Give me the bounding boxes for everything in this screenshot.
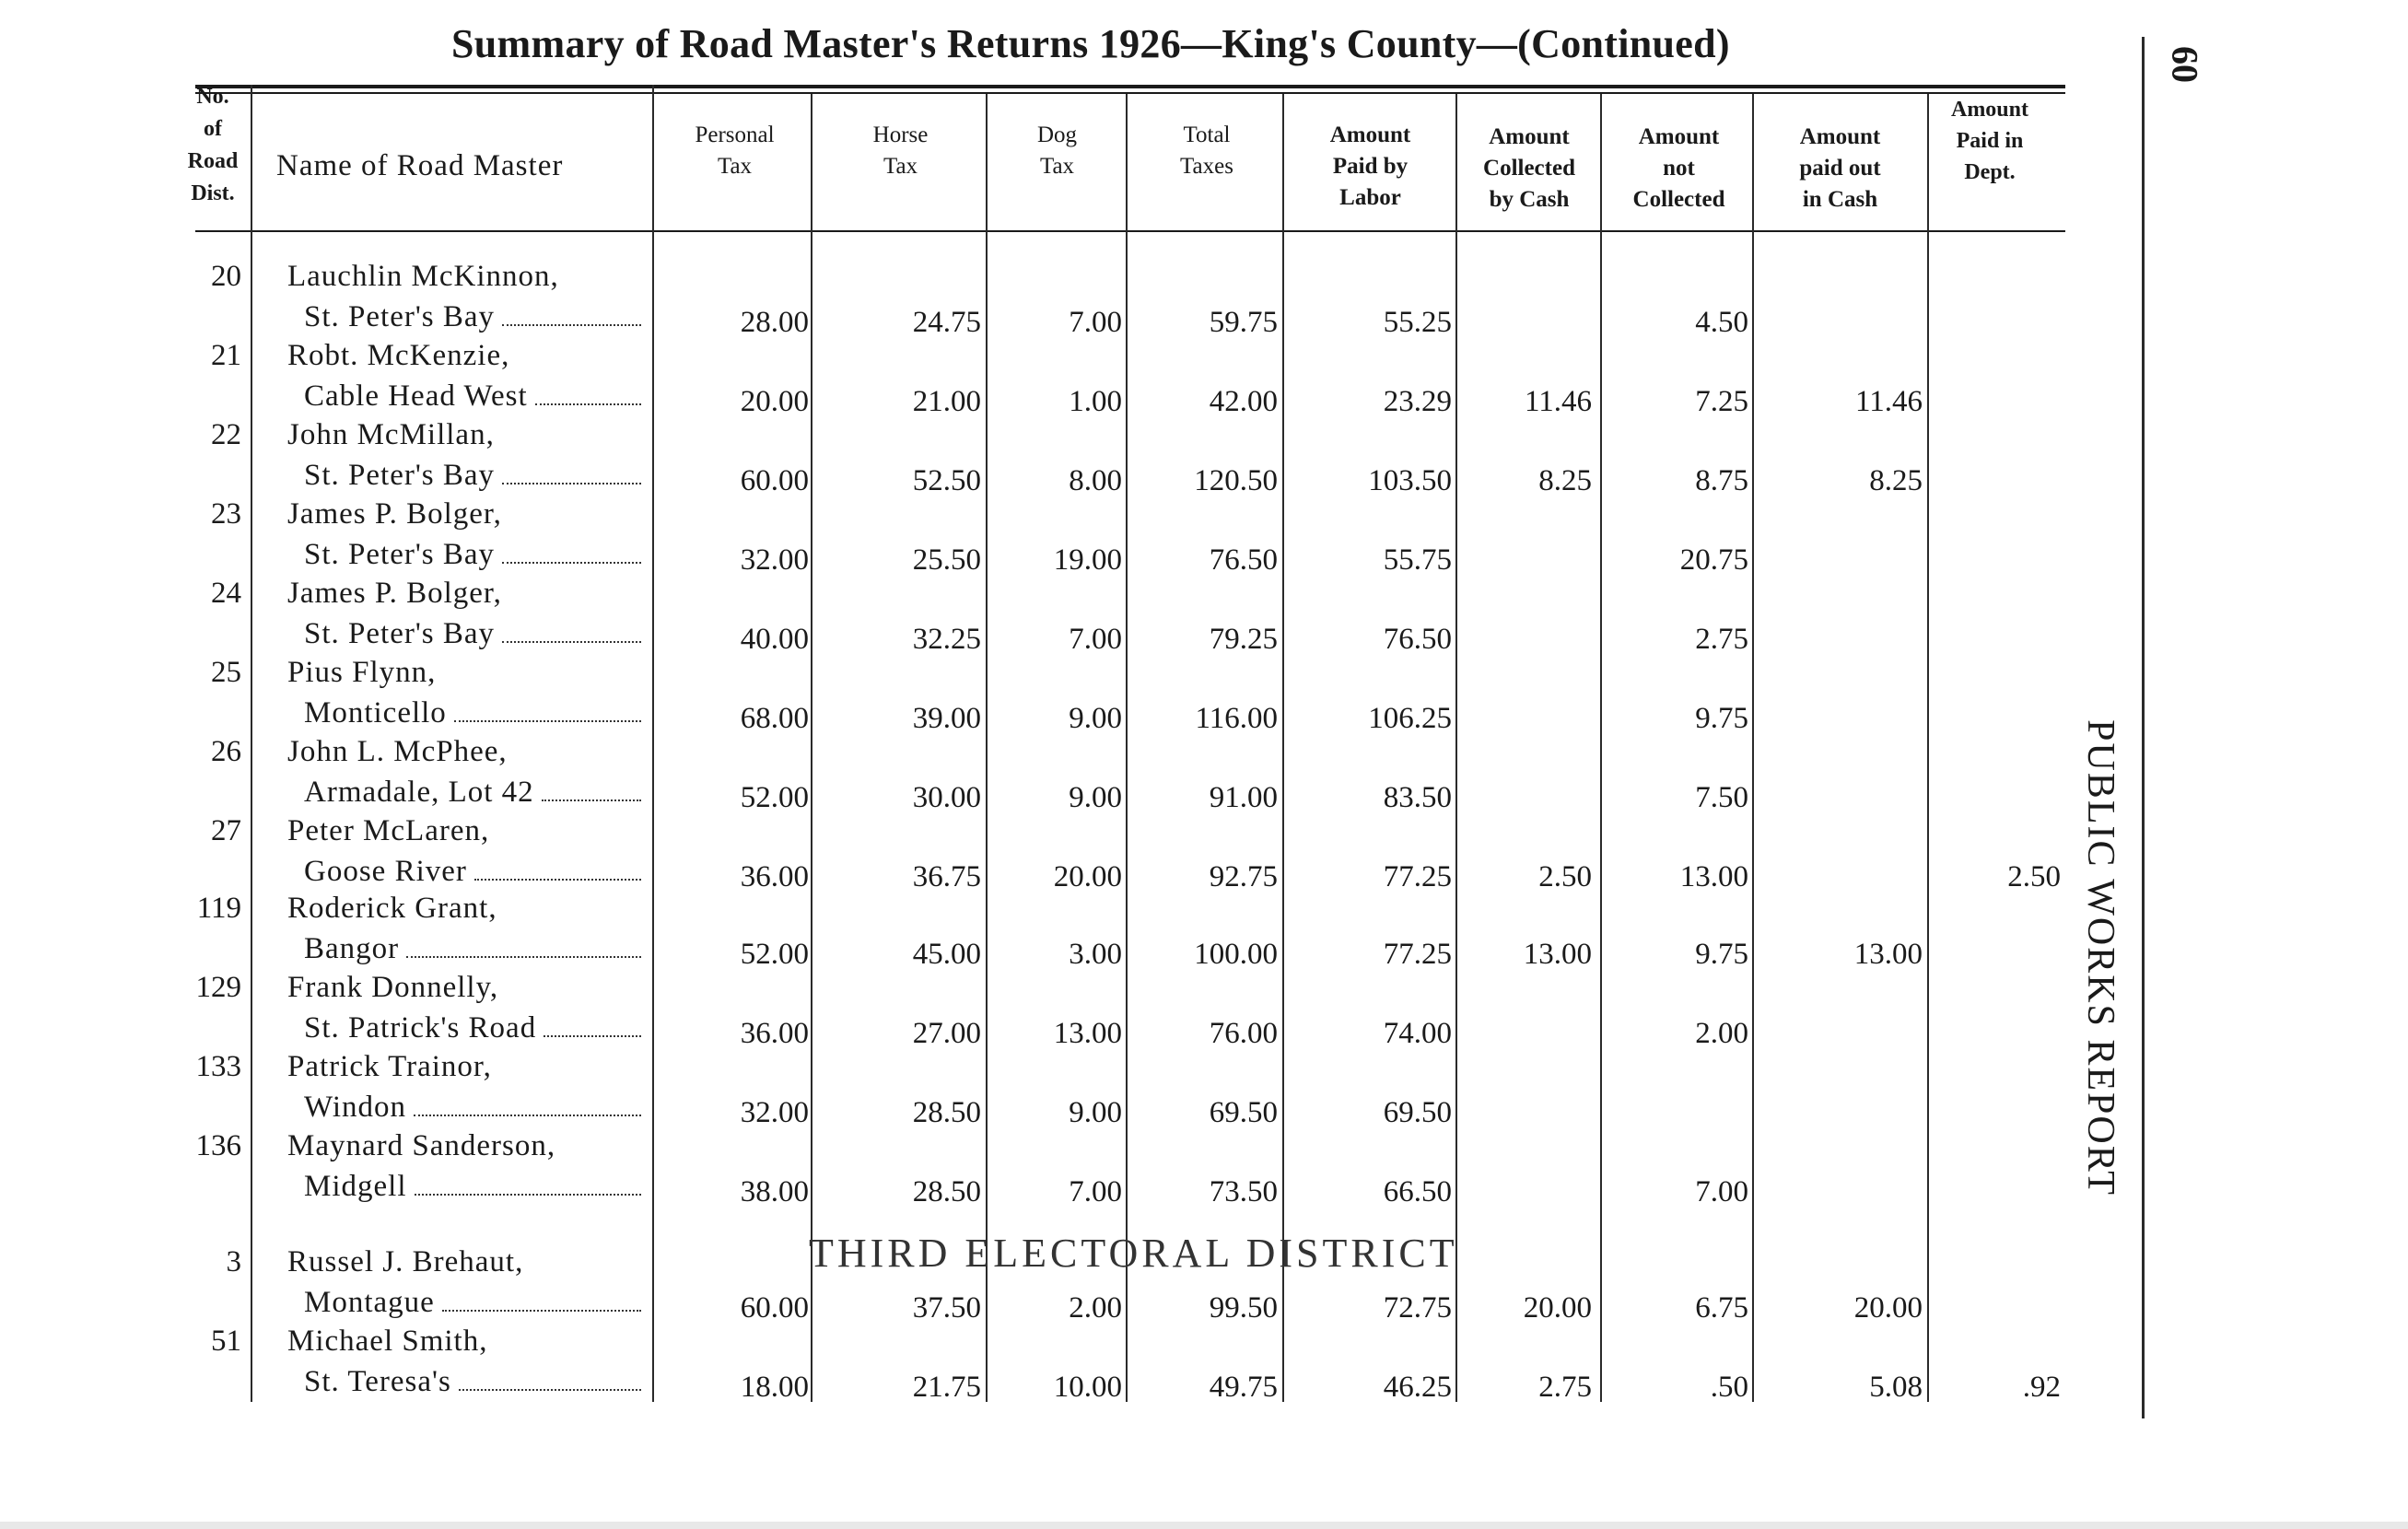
amount-labor: 83.50 [1383,781,1452,814]
header-top-rule [195,85,2065,88]
road-master-place-line [304,1286,647,1320]
amount-personal: 28.00 [740,306,809,339]
road-district-number: 133 [195,1050,241,1083]
amount-total: 69.50 [1209,1096,1278,1129]
road-master-place-line [304,1170,647,1204]
header-bottom-rule [195,230,2065,232]
road-master-place: Goose River [304,855,467,888]
road-master-place-line [304,617,647,651]
amount-notcoll: 9.75 [1695,938,1748,971]
column-rule [1600,94,1602,1402]
amount-personal: 52.00 [740,781,809,814]
road-district-number: 26 [211,735,241,768]
amount-dog: 8.00 [1069,464,1122,497]
amount-notcoll: 8.75 [1695,464,1748,497]
amount-dog: 10.00 [1053,1371,1122,1404]
amount-total: 120.50 [1194,464,1278,497]
amount-dog: 1.00 [1069,385,1122,418]
road-master-name: James P. Bolger, [287,577,502,610]
leader-dots [414,1091,641,1116]
amount-dog: 7.00 [1069,623,1122,656]
road-master-place-line [304,538,647,572]
amount-personal: 52.00 [740,938,809,971]
amount-total: 92.75 [1209,860,1278,893]
road-district-number: 21 [211,339,241,372]
leader-dots [542,776,641,801]
road-master-place-line [304,1365,647,1399]
road-master-place: St. Peter's Bay [304,459,496,492]
road-master-place: St. Teresa's [304,1365,451,1398]
leader-dots [442,1286,641,1312]
road-master-place-line [304,379,647,414]
amount-personal: 38.00 [740,1175,809,1208]
col-header-labor: Amount Paid by Labor [1329,123,1411,210]
road-master-name: Russel J. Brehaut, [287,1245,524,1278]
road-district-number: 119 [196,892,241,925]
amount-personal: 68.00 [740,702,809,735]
amount-horse: 28.50 [912,1096,981,1129]
road-master-name: Robt. McKenzie, [287,339,510,372]
road-master-place: Monticello [304,696,447,729]
col-header-name: Name of Road Master [276,149,564,182]
road-master-place: Montague [304,1286,435,1319]
column-rule [1455,94,1457,1402]
amount-labor: 76.50 [1383,623,1452,656]
leader-dots [474,855,641,881]
amount-labor: 77.25 [1383,860,1452,893]
amount-personal: 60.00 [740,1291,809,1325]
amount-total: 49.75 [1209,1371,1278,1404]
amount-horse: 45.00 [912,938,981,971]
amount-dog: 9.00 [1069,1096,1122,1129]
amount-dog: 7.00 [1069,1175,1122,1208]
road-district-number: 51 [211,1325,241,1358]
col-header-cash: Amount Collected by Cash [1483,124,1575,212]
amount-horse: 27.00 [912,1017,981,1050]
road-master-place: Bangor [304,932,400,965]
amount-labor: 46.25 [1383,1371,1452,1404]
amount-labor: 74.00 [1383,1017,1452,1050]
page-number: 60 [2164,46,2206,83]
road-master-place: St. Patrick's Road [304,1011,537,1045]
amount-horse: 36.75 [912,860,981,893]
amount-cash: 11.46 [1524,385,1592,418]
amount-labor: 103.50 [1368,464,1452,497]
amount-personal: 18.00 [740,1371,809,1404]
col-header-horse: Horse Tax [872,123,929,179]
amount-cash: 2.75 [1538,1371,1592,1404]
col-header-paidout: Amount paid out in Cash [1799,124,1881,212]
amount-paidout: 13.00 [1853,938,1923,971]
amount-labor: 77.25 [1383,938,1452,971]
road-district-number: 25 [211,656,241,689]
section-heading: THIRD ELECTORAL DISTRICT [809,1231,1458,1276]
column-rule [251,85,252,1402]
amount-dog: 19.00 [1053,543,1122,577]
col-header-notcoll: Amount not Collected [1632,124,1725,212]
amount-paidout: 5.08 [1869,1371,1923,1404]
amount-total: 116.00 [1195,702,1278,735]
leader-dots [544,1011,641,1037]
road-master-place-line [304,932,647,966]
amount-notcoll: 13.00 [1679,860,1748,893]
road-district-number: 136 [195,1129,241,1162]
amount-dog: 9.00 [1069,781,1122,814]
amount-horse: 39.00 [912,702,981,735]
road-district-number: 22 [211,418,241,451]
col-header-total: Total Taxes [1180,123,1233,179]
amount-notcoll: 7.00 [1695,1175,1748,1208]
col-header-personal: Personal Tax [695,123,775,179]
amount-labor: 106.25 [1368,702,1452,735]
road-master-name: John L. McPhee, [287,735,508,768]
amount-total: 76.50 [1209,543,1278,577]
road-master-place: St. Peter's Bay [304,300,496,333]
amount-dog: 9.00 [1069,702,1122,735]
amount-dept: 2.50 [2007,860,2061,893]
amount-horse: 21.75 [912,1371,981,1404]
amount-horse: 30.00 [912,781,981,814]
amount-labor: 23.29 [1383,385,1452,418]
col-header-dog: Dog Tax [1036,123,1078,179]
amount-personal: 36.00 [740,860,809,893]
road-master-place-line [304,1011,647,1045]
amount-paidout: 8.25 [1869,464,1923,497]
column-rule [1126,94,1128,1402]
amount-horse: 37.50 [912,1291,981,1325]
road-district-number: 24 [211,577,241,610]
road-master-place-line [304,696,647,730]
column-rule [1752,94,1754,1402]
leader-dots [502,300,641,326]
amount-total: 99.50 [1209,1291,1278,1325]
amount-personal: 20.00 [740,385,809,418]
amount-notcoll: 20.75 [1679,543,1748,577]
road-master-place: Cable Head West [304,379,528,413]
road-master-place: Windon [304,1091,406,1124]
amount-cash: 13.00 [1523,938,1592,971]
road-district-number: 20 [211,260,241,293]
amount-notcoll: 7.25 [1695,385,1748,418]
road-master-place: Midgell [304,1170,407,1203]
amount-labor: 55.75 [1383,543,1452,577]
road-master-place: St. Peter's Bay [304,617,496,650]
amount-personal: 32.00 [740,1096,809,1129]
road-master-name: Peter McLaren, [287,814,490,847]
amount-notcoll: 2.00 [1695,1017,1748,1050]
leader-dots [535,379,641,405]
scan-edge [0,1522,2408,1529]
leader-dots [459,1365,641,1391]
column-rule [811,94,812,1402]
header-top-rule-thin [195,92,2065,94]
amount-dog: 20.00 [1053,860,1122,893]
road-master-place-line [304,855,647,889]
amount-labor: 72.75 [1383,1291,1452,1325]
amount-labor: 66.50 [1383,1175,1452,1208]
amount-horse: 25.50 [912,543,981,577]
amount-personal: 32.00 [740,543,809,577]
amount-personal: 40.00 [740,623,809,656]
road-district-number: 129 [195,971,241,1004]
road-master-place-line [304,300,647,334]
road-master-place-line [304,459,647,493]
column-rule [652,85,654,1402]
road-master-name: John McMillan, [287,418,495,451]
amount-dog: 13.00 [1053,1017,1122,1050]
road-master-name: Pius Flynn, [287,656,437,689]
amount-cash: 20.00 [1523,1291,1592,1325]
col-header-dept: Amount Paid in Dept. [1950,98,2028,184]
amount-horse: 52.50 [912,464,981,497]
road-district-number: 3 [226,1245,241,1278]
amount-notcoll: 7.50 [1695,781,1748,814]
amount-notcoll: .50 [1710,1371,1748,1404]
column-rule [1282,94,1284,1402]
amount-horse: 32.25 [912,623,981,656]
amount-total: 91.00 [1209,781,1278,814]
amount-personal: 60.00 [740,464,809,497]
column-rule [1927,94,1929,1402]
road-master-place-line [304,1091,647,1125]
amount-notcoll: 6.75 [1695,1291,1748,1325]
amount-dog: 7.00 [1069,306,1122,339]
road-master-name: Michael Smith, [287,1325,488,1358]
amount-horse: 24.75 [912,306,981,339]
leader-dots [502,617,641,643]
road-master-name: Patrick Trainor, [287,1050,492,1083]
amount-total: 73.50 [1209,1175,1278,1208]
column-rule [986,94,988,1402]
road-master-place: St. Peter's Bay [304,538,496,571]
amount-labor: 69.50 [1383,1096,1452,1129]
amount-notcoll: 4.50 [1695,306,1748,339]
col-header-dist: No. of Road Dist. [187,85,239,205]
amount-total: 59.75 [1209,306,1278,339]
amount-total: 79.25 [1209,623,1278,656]
amount-horse: 21.00 [912,385,981,418]
road-district-number: 27 [211,814,241,847]
side-title: PUBLIC WORKS REPORT [2079,719,2122,1196]
road-master-name: Lauchlin McKinnon, [287,260,559,293]
road-master-name: Maynard Sanderson, [287,1129,556,1162]
leader-dots [415,1170,642,1196]
road-master-name: James P. Bolger, [287,497,502,531]
amount-cash: 2.50 [1538,860,1592,893]
amount-paidout: 20.00 [1853,1291,1923,1325]
amount-total: 76.00 [1209,1017,1278,1050]
leader-dots [454,696,641,722]
amount-total: 42.00 [1209,385,1278,418]
leader-dots [406,932,641,958]
amount-total: 100.00 [1194,938,1278,971]
amount-notcoll: 9.75 [1695,702,1748,735]
amount-dog: 3.00 [1069,938,1122,971]
road-master-place: Armadale, Lot 42 [304,776,534,809]
amount-labor: 55.25 [1383,306,1452,339]
amount-horse: 28.50 [912,1175,981,1208]
leader-dots [502,538,641,564]
amount-paidout: 11.46 [1854,385,1923,418]
amount-dept: .92 [2022,1371,2061,1404]
road-district-number: 23 [211,497,241,531]
road-master-place-line [304,776,647,810]
amount-notcoll: 2.75 [1695,623,1748,656]
page-title: Summary of Road Master's Returns 1926—King's County—(Continued) [451,21,1730,66]
road-master-name: Frank Donnelly, [287,971,499,1004]
amount-dog: 2.00 [1069,1291,1122,1325]
road-master-name: Roderick Grant, [287,892,497,925]
amount-cash: 8.25 [1538,464,1592,497]
leader-dots [502,459,641,484]
page-right-border [2142,37,2145,1418]
amount-personal: 36.00 [740,1017,809,1050]
